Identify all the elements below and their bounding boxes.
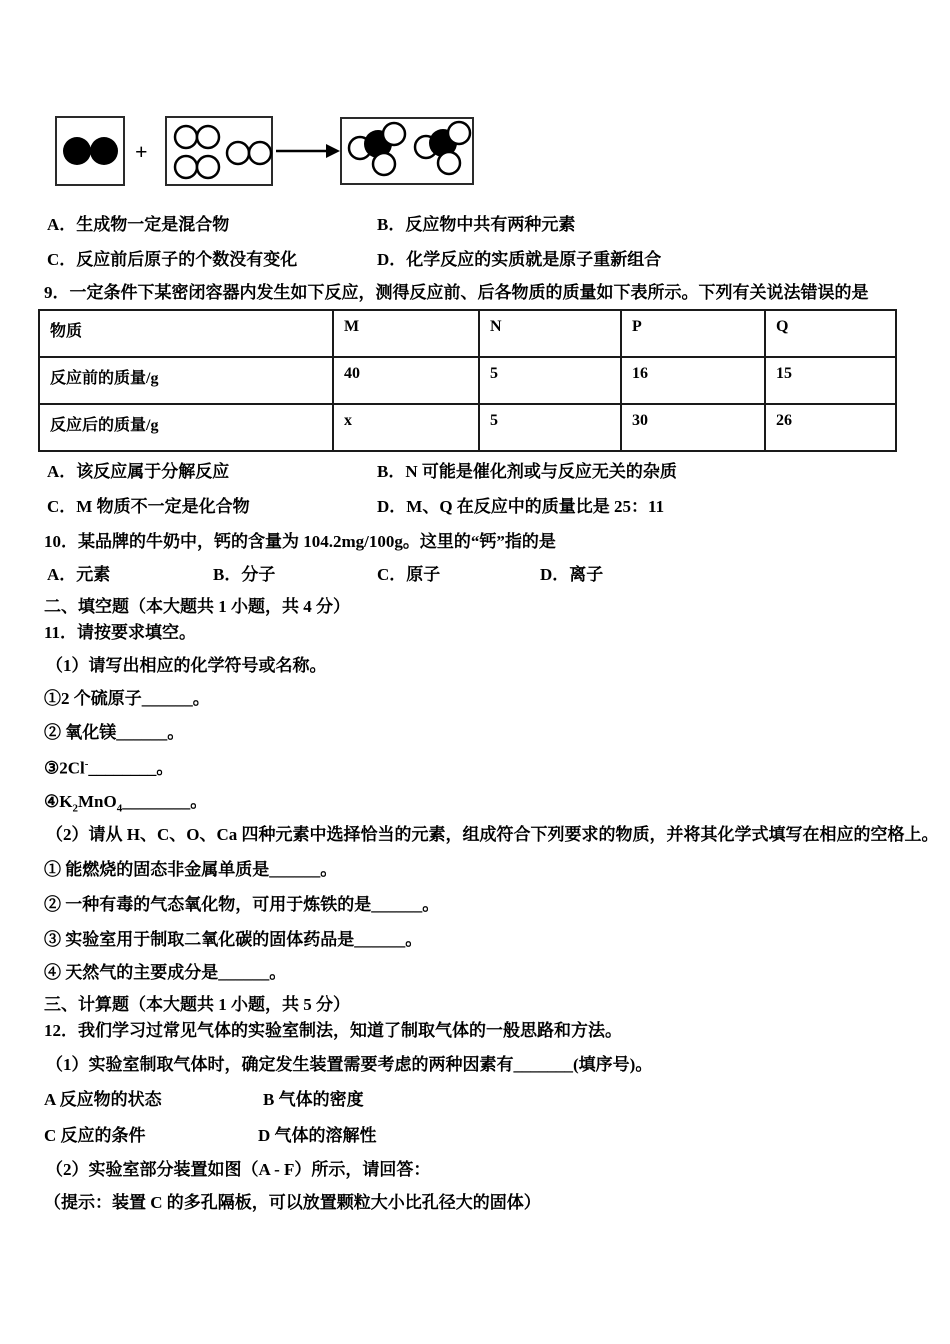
q10-option-a: A．元素 <box>47 565 111 584</box>
table-cell: 反应前的质量/g <box>39 357 333 404</box>
q12-part1: （1）实验室制取气体时，确定发生装置需要考虑的两种因素有_______(填序号)。 <box>46 1055 653 1074</box>
white-atom <box>249 142 271 164</box>
q11-part2-item3: ③ 实验室用于制取二氧化碳的固体药品是______。 <box>44 930 423 949</box>
table-header-cell: 物质 <box>39 310 333 357</box>
q12-factor-c: C 反应的条件 <box>44 1126 146 1145</box>
q11-part2-item1: ① 能燃烧的固态非金属单质是______。 <box>44 860 338 879</box>
white-atom <box>175 156 197 178</box>
q11-stem: 11．请按要求填空。 <box>44 623 197 642</box>
q11-part1-item3 <box>44 758 173 778</box>
q12-factor-a: A 反应物的状态 <box>44 1090 162 1109</box>
table-cell: 反应后的质量/g <box>39 404 333 451</box>
q10-option-b: B．分子 <box>213 565 276 584</box>
q11-part1-item3-charge: - <box>84 758 89 770</box>
reaction-diagram <box>55 115 475 187</box>
q8-option-a: A．生成物一定是混合物 <box>47 215 230 234</box>
table-cell: 30 <box>621 404 765 451</box>
q11-part1-item4-blank: ________。 <box>122 792 208 811</box>
table-cell: 5 <box>479 357 621 404</box>
white-atom <box>175 126 197 148</box>
q9-option-d: D．M、Q 在反应中的质量比是 25：11 <box>377 497 665 516</box>
q8-option-d: D．化学反应的实质就是原子重新组合 <box>377 250 662 269</box>
q9-stem: 9．一定条件下某密闭容器内发生如下反应，测得反应前、后各物质的质量如下表所示。下列有关说法错误的是 <box>44 283 869 302</box>
q8-option-b: B．反应物中共有两种元素 <box>377 215 576 234</box>
table-cell: 26 <box>765 404 896 451</box>
table-cell: x <box>333 404 479 451</box>
q10-option-d: D．离子 <box>540 565 604 584</box>
table-cell: 16 <box>621 357 765 404</box>
q10-option-c: C．原子 <box>377 565 441 584</box>
q10-stem: 10．某品牌的牛奶中，钙的含量为 104.2mg/100g。这里的“钙”指的是 <box>44 532 556 551</box>
section2-title: 二、填空题（本大题共 1 小题，共 4 分） <box>44 597 350 616</box>
q11-part1-item4-subscript: 2 <box>72 802 78 815</box>
section3-title: 三、计算题（本大题共 1 小题，共 5 分） <box>44 995 350 1014</box>
white-atom <box>373 153 395 175</box>
white-atom <box>448 122 470 144</box>
q12-factor-d: D 气体的溶解性 <box>258 1126 377 1145</box>
q11-part1-item4-subscript: 4 <box>116 802 123 815</box>
q11-part1-item4-formula: ④K <box>44 792 73 811</box>
white-atom <box>197 156 219 178</box>
table-row <box>39 404 896 451</box>
table-header-row <box>39 310 896 357</box>
q12-hint: （提示：装置 C 的多孔隔板，可以放置颗粒大小比孔径大的固体） <box>44 1193 541 1212</box>
q9-option-b: B．N 可能是催化剂或与反应无关的杂质 <box>377 462 677 481</box>
table-header-cell: Q <box>765 310 896 357</box>
q11-part2-item2: ② 一种有毒的气态氧化物，可用于炼铁的是______。 <box>44 895 440 914</box>
table-header-cell: P <box>621 310 765 357</box>
q9-mass-table <box>38 309 897 452</box>
table-header-cell: M <box>333 310 479 357</box>
table-header-cell: N <box>479 310 621 357</box>
table-row <box>39 357 896 404</box>
black-atom <box>90 137 118 165</box>
q11-part1-title: （1）请写出相应的化学符号或名称。 <box>46 656 327 675</box>
q11-part2-item4: ④ 天然气的主要成分是______。 <box>44 963 287 982</box>
q11-part1-item3-blank: ________。 <box>88 758 174 778</box>
table-cell: 40 <box>333 357 479 404</box>
white-atom <box>438 152 460 174</box>
q9-option-a: A．该反应属于分解反应 <box>47 462 230 481</box>
q11-part2-title: （2）请从 H、C、O、Ca 四种元素中选择恰当的元素，组成符合下列要求的物质，并将其化学式填写在相应的空格上。 <box>46 825 939 844</box>
table-cell: 15 <box>765 357 896 404</box>
q11-part1-item3-formula: ③2Cl <box>44 758 85 778</box>
q11-part1-item1: ①2 个硫原子______。 <box>44 689 210 708</box>
q11-part1-item4-formula: MnO <box>77 792 117 811</box>
q12-part2: （2）实验室部分装置如图（A - F）所示，请回答： <box>46 1160 431 1179</box>
q11-part1-item4 <box>44 792 207 815</box>
q11-part1-item2: ② 氧化镁______。 <box>44 723 185 742</box>
arrow-head-icon <box>326 144 340 158</box>
q8-option-c: C．反应前后原子的个数没有变化 <box>47 250 298 269</box>
plus-sign: + <box>135 139 148 164</box>
q12-factor-b: B 气体的密度 <box>263 1090 364 1109</box>
white-atom <box>197 126 219 148</box>
table-cell: 5 <box>479 404 621 451</box>
black-atom <box>63 137 91 165</box>
white-atom <box>227 142 249 164</box>
white-atom <box>383 123 405 145</box>
q12-stem: 12．我们学习过常见气体的实验室制法，知道了制取气体的一般思路和方法。 <box>44 1021 622 1040</box>
q9-option-c: C．M 物质不一定是化合物 <box>47 497 250 516</box>
